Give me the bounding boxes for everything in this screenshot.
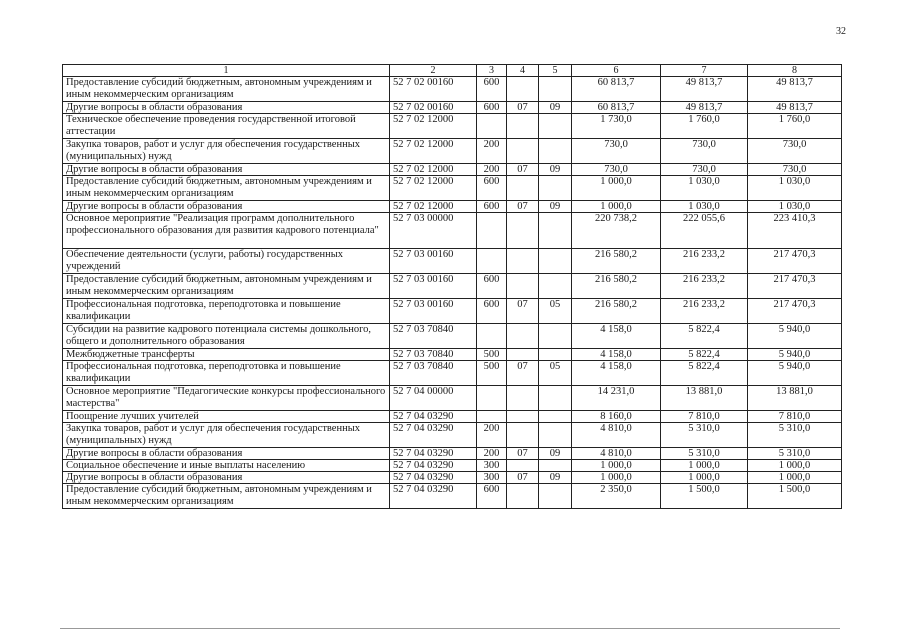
table-row <box>63 460 842 472</box>
amount-year1: 2 350,0 <box>572 484 661 509</box>
table-row <box>63 472 842 484</box>
csr-code: 52 7 03 00160 <box>390 274 477 299</box>
amount-year1: 1 000,0 <box>572 460 661 472</box>
amount-year3: 730,0 <box>748 139 842 164</box>
csr-code: 52 7 02 12000 <box>390 139 477 164</box>
expense-type: 600 <box>477 484 507 509</box>
row-name: Другие вопросы в области образования <box>63 164 390 176</box>
amount-year2: 730,0 <box>661 164 748 176</box>
amount-year3: 217 470,3 <box>748 249 842 274</box>
csr-code: 52 7 04 03290 <box>390 411 477 423</box>
subsection <box>539 139 572 164</box>
csr-code: 52 7 03 70840 <box>390 324 477 349</box>
amount-year1: 1 000,0 <box>572 201 661 213</box>
amount-year3: 5 940,0 <box>748 324 842 349</box>
section <box>507 484 539 509</box>
amount-year3: 217 470,3 <box>748 274 842 299</box>
section <box>507 249 539 274</box>
expense-type <box>477 249 507 274</box>
csr-code: 52 7 02 12000 <box>390 176 477 201</box>
row-name: Другие вопросы в области образования <box>63 448 390 460</box>
subsection <box>539 349 572 361</box>
expense-type <box>477 386 507 411</box>
table-row <box>63 77 842 102</box>
expense-type: 600 <box>477 201 507 213</box>
row-name: Предоставление субсидий бюджетным, автономным учреждениям и иным некоммерческим организациям <box>63 77 390 102</box>
csr-code: 52 7 03 00160 <box>390 299 477 324</box>
subsection: 09 <box>539 448 572 460</box>
amount-year1: 1 000,0 <box>572 176 661 201</box>
table-row <box>63 139 842 164</box>
section <box>507 114 539 139</box>
subsection <box>539 274 572 299</box>
expense-type: 500 <box>477 349 507 361</box>
subsection <box>539 77 572 102</box>
csr-code: 52 7 04 03290 <box>390 484 477 509</box>
section: 07 <box>507 201 539 213</box>
column-header: 2 <box>390 65 477 77</box>
expense-type: 600 <box>477 102 507 114</box>
row-name: Закупка товаров, работ и услуг для обеспечения государственных (муниципальных) нужд <box>63 423 390 448</box>
amount-year1: 220 738,2 <box>572 213 661 249</box>
subsection <box>539 484 572 509</box>
subsection: 05 <box>539 361 572 386</box>
expense-type: 300 <box>477 460 507 472</box>
amount-year2: 730,0 <box>661 139 748 164</box>
subsection <box>539 423 572 448</box>
section <box>507 77 539 102</box>
amount-year2: 5 310,0 <box>661 423 748 448</box>
table-row <box>63 114 842 139</box>
table-row <box>63 448 842 460</box>
subsection: 09 <box>539 201 572 213</box>
amount-year2: 1 000,0 <box>661 460 748 472</box>
subsection <box>539 176 572 201</box>
csr-code: 52 7 02 12000 <box>390 201 477 213</box>
expense-type: 600 <box>477 77 507 102</box>
amount-year2: 216 233,2 <box>661 249 748 274</box>
column-header: 7 <box>661 65 748 77</box>
csr-code: 52 7 02 12000 <box>390 164 477 176</box>
table-header-row <box>63 65 842 77</box>
amount-year2: 1 000,0 <box>661 472 748 484</box>
section: 07 <box>507 361 539 386</box>
amount-year3: 1 000,0 <box>748 472 842 484</box>
expense-type: 600 <box>477 176 507 201</box>
amount-year1: 1 730,0 <box>572 114 661 139</box>
subsection <box>539 386 572 411</box>
table-row <box>63 274 842 299</box>
row-name: Предоставление субсидий бюджетным, автономным учреждениям и иным некоммерческим организациям <box>63 176 390 201</box>
amount-year2: 13 881,0 <box>661 386 748 411</box>
amount-year2: 49 813,7 <box>661 102 748 114</box>
table-row <box>63 411 842 423</box>
amount-year3: 730,0 <box>748 164 842 176</box>
subsection <box>539 114 572 139</box>
section <box>507 349 539 361</box>
amount-year3: 1 030,0 <box>748 201 842 213</box>
row-name: Другие вопросы в области образования <box>63 201 390 213</box>
amount-year1: 730,0 <box>572 139 661 164</box>
table-row <box>63 299 842 324</box>
amount-year3: 49 813,7 <box>748 77 842 102</box>
amount-year1: 216 580,2 <box>572 299 661 324</box>
amount-year1: 1 000,0 <box>572 472 661 484</box>
row-name: Поощрение лучших учителей <box>63 411 390 423</box>
amount-year2: 1 030,0 <box>661 201 748 213</box>
amount-year2: 1 760,0 <box>661 114 748 139</box>
csr-code: 52 7 03 70840 <box>390 361 477 386</box>
csr-code: 52 7 02 00160 <box>390 102 477 114</box>
page-number: 32 <box>836 26 846 37</box>
amount-year2: 5 822,4 <box>661 324 748 349</box>
expense-type <box>477 411 507 423</box>
column-header: 5 <box>539 65 572 77</box>
column-header: 8 <box>748 65 842 77</box>
amount-year1: 4 158,0 <box>572 324 661 349</box>
table-row <box>63 423 842 448</box>
csr-code: 52 7 04 03290 <box>390 448 477 460</box>
section <box>507 324 539 349</box>
row-name: Основное мероприятие "Реализация программ дополнительного профессионального образования для развития кадрового потенциала" <box>63 213 390 249</box>
amount-year3: 217 470,3 <box>748 299 842 324</box>
amount-year2: 1 500,0 <box>661 484 748 509</box>
row-name: Другие вопросы в области образования <box>63 102 390 114</box>
column-header: 1 <box>63 65 390 77</box>
budget-table <box>62 64 842 509</box>
subsection <box>539 324 572 349</box>
column-header: 6 <box>572 65 661 77</box>
page-bottom-rule <box>60 628 840 629</box>
table-row <box>63 213 842 249</box>
expense-type <box>477 213 507 249</box>
amount-year3: 5 940,0 <box>748 361 842 386</box>
csr-code: 52 7 02 00160 <box>390 77 477 102</box>
expense-type: 500 <box>477 361 507 386</box>
subsection <box>539 213 572 249</box>
column-header: 4 <box>507 65 539 77</box>
row-name: Предоставление субсидий бюджетным, автономным учреждениям и иным некоммерческим организациям <box>63 484 390 509</box>
amount-year2: 216 233,2 <box>661 274 748 299</box>
row-name: Социальное обеспечение и иные выплаты населению <box>63 460 390 472</box>
amount-year3: 223 410,3 <box>748 213 842 249</box>
row-name: Профессиональная подготовка, переподготовка и повышение квалификации <box>63 299 390 324</box>
row-name: Техническое обеспечение проведения государственной итоговой аттестации <box>63 114 390 139</box>
amount-year1: 216 580,2 <box>572 249 661 274</box>
subsection: 09 <box>539 102 572 114</box>
amount-year1: 4 158,0 <box>572 349 661 361</box>
amount-year3: 1 030,0 <box>748 176 842 201</box>
row-name: Закупка товаров, работ и услуг для обеспечения государственных (муниципальных) нужд <box>63 139 390 164</box>
table-row <box>63 324 842 349</box>
table-row <box>63 164 842 176</box>
row-name: Субсидии на развитие кадрового потенциала системы дошкольного, общего и дополнительного образования <box>63 324 390 349</box>
amount-year3: 1 500,0 <box>748 484 842 509</box>
section: 07 <box>507 472 539 484</box>
amount-year3: 5 940,0 <box>748 349 842 361</box>
amount-year2: 49 813,7 <box>661 77 748 102</box>
amount-year3: 5 310,0 <box>748 448 842 460</box>
row-name: Другие вопросы в области образования <box>63 472 390 484</box>
amount-year2: 216 233,2 <box>661 299 748 324</box>
amount-year2: 1 030,0 <box>661 176 748 201</box>
csr-code: 52 7 04 03290 <box>390 460 477 472</box>
amount-year3: 5 310,0 <box>748 423 842 448</box>
expense-type: 300 <box>477 472 507 484</box>
section <box>507 274 539 299</box>
csr-code: 52 7 04 03290 <box>390 423 477 448</box>
amount-year1: 4 810,0 <box>572 448 661 460</box>
table-row <box>63 386 842 411</box>
amount-year3: 13 881,0 <box>748 386 842 411</box>
csr-code: 52 7 03 00000 <box>390 213 477 249</box>
amount-year3: 7 810,0 <box>748 411 842 423</box>
amount-year3: 1 000,0 <box>748 460 842 472</box>
amount-year3: 49 813,7 <box>748 102 842 114</box>
amount-year2: 5 822,4 <box>661 349 748 361</box>
subsection: 09 <box>539 164 572 176</box>
row-name: Обеспечение деятельности (услуги, работы) государственных учреждений <box>63 249 390 274</box>
amount-year1: 8 160,0 <box>572 411 661 423</box>
expense-type: 200 <box>477 139 507 164</box>
amount-year2: 7 810,0 <box>661 411 748 423</box>
csr-code: 52 7 03 70840 <box>390 349 477 361</box>
row-name: Межбюджетные трансферты <box>63 349 390 361</box>
section: 07 <box>507 164 539 176</box>
row-name: Профессиональная подготовка, переподготовка и повышение квалификации <box>63 361 390 386</box>
expense-type: 600 <box>477 299 507 324</box>
amount-year1: 4 810,0 <box>572 423 661 448</box>
section: 07 <box>507 448 539 460</box>
expense-type: 600 <box>477 274 507 299</box>
expense-type: 200 <box>477 164 507 176</box>
amount-year1: 14 231,0 <box>572 386 661 411</box>
table-row <box>63 102 842 114</box>
table-row <box>63 349 842 361</box>
section <box>507 386 539 411</box>
row-name: Основное мероприятие "Педагогические конкурсы профессионального мастерства" <box>63 386 390 411</box>
amount-year1: 60 813,7 <box>572 102 661 114</box>
expense-type <box>477 324 507 349</box>
csr-code: 52 7 04 03290 <box>390 472 477 484</box>
table-row <box>63 176 842 201</box>
row-name: Предоставление субсидий бюджетным, автономным учреждениям и иным некоммерческим организациям <box>63 274 390 299</box>
table-row <box>63 361 842 386</box>
section <box>507 176 539 201</box>
section <box>507 460 539 472</box>
expense-type <box>477 114 507 139</box>
csr-code: 52 7 04 00000 <box>390 386 477 411</box>
table-row <box>63 249 842 274</box>
subsection <box>539 460 572 472</box>
amount-year1: 216 580,2 <box>572 274 661 299</box>
expense-type: 200 <box>477 448 507 460</box>
column-header: 3 <box>477 65 507 77</box>
section: 07 <box>507 102 539 114</box>
amount-year2: 222 055,6 <box>661 213 748 249</box>
subsection: 05 <box>539 299 572 324</box>
section <box>507 411 539 423</box>
expense-type: 200 <box>477 423 507 448</box>
table-row <box>63 201 842 213</box>
subsection <box>539 411 572 423</box>
csr-code: 52 7 02 12000 <box>390 114 477 139</box>
subsection: 09 <box>539 472 572 484</box>
section <box>507 139 539 164</box>
amount-year2: 5 310,0 <box>661 448 748 460</box>
amount-year1: 60 813,7 <box>572 77 661 102</box>
csr-code: 52 7 03 00160 <box>390 249 477 274</box>
section <box>507 423 539 448</box>
subsection <box>539 249 572 274</box>
section <box>507 213 539 249</box>
amount-year1: 4 158,0 <box>572 361 661 386</box>
section: 07 <box>507 299 539 324</box>
amount-year2: 5 822,4 <box>661 361 748 386</box>
amount-year3: 1 760,0 <box>748 114 842 139</box>
amount-year1: 730,0 <box>572 164 661 176</box>
table-row <box>63 484 842 509</box>
